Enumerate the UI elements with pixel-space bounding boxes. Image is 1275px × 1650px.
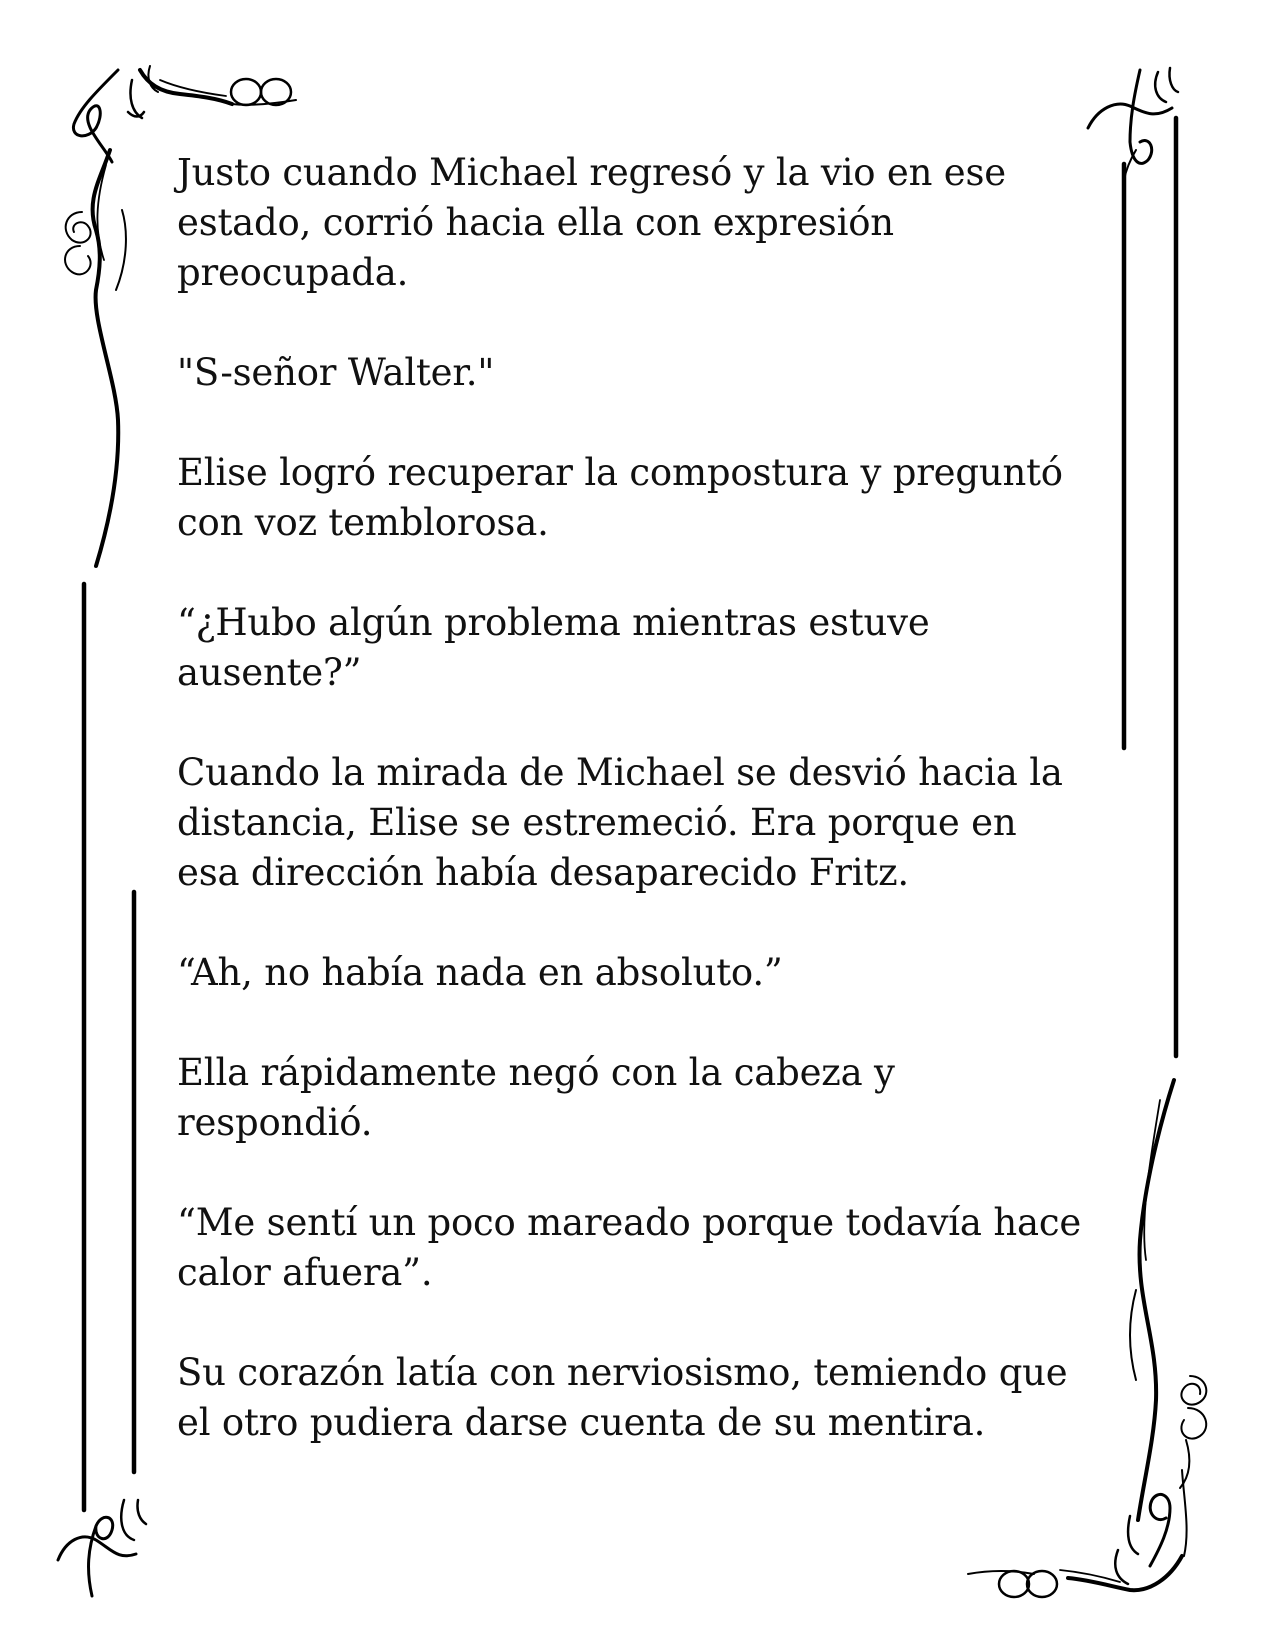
- paragraph-2: "S-señor Walter.": [177, 351, 495, 394]
- bottom-left-flourish-icon: [58, 1500, 146, 1596]
- paragraph-6: “Ah, no había nada en absoluto.”: [177, 951, 783, 994]
- paragraph-9: Su corazón latía con nerviosismo, temiendo que el otro pudiera darse cuenta de su mentira.: [177, 1351, 1068, 1444]
- paragraph-5: Cuando la mirada de Michael se desvió hacia la distancia, Elise se estremeció. Era porque en esa dirección había desaparecido Fritz.: [177, 751, 1063, 894]
- paragraph-1: Justo cuando Michael regresó y la vio en ese estado, corrió hacia ella con expresión preocupada.: [177, 151, 1006, 294]
- paragraph-8: “Me sentí un poco mareado porque todavía hace calor afuera”.: [177, 1201, 1082, 1294]
- paragraph-7: Ella rápidamente negó con la cabeza y respondió.: [177, 1051, 895, 1144]
- paragraph-4: “¿Hubo algún problema mientras estuve ausente?”: [177, 601, 930, 694]
- story-text: [177, 148, 1107, 1498]
- paragraph-3: Elise logró recuperar la compostura y preguntó con voz temblorosa.: [177, 451, 1063, 544]
